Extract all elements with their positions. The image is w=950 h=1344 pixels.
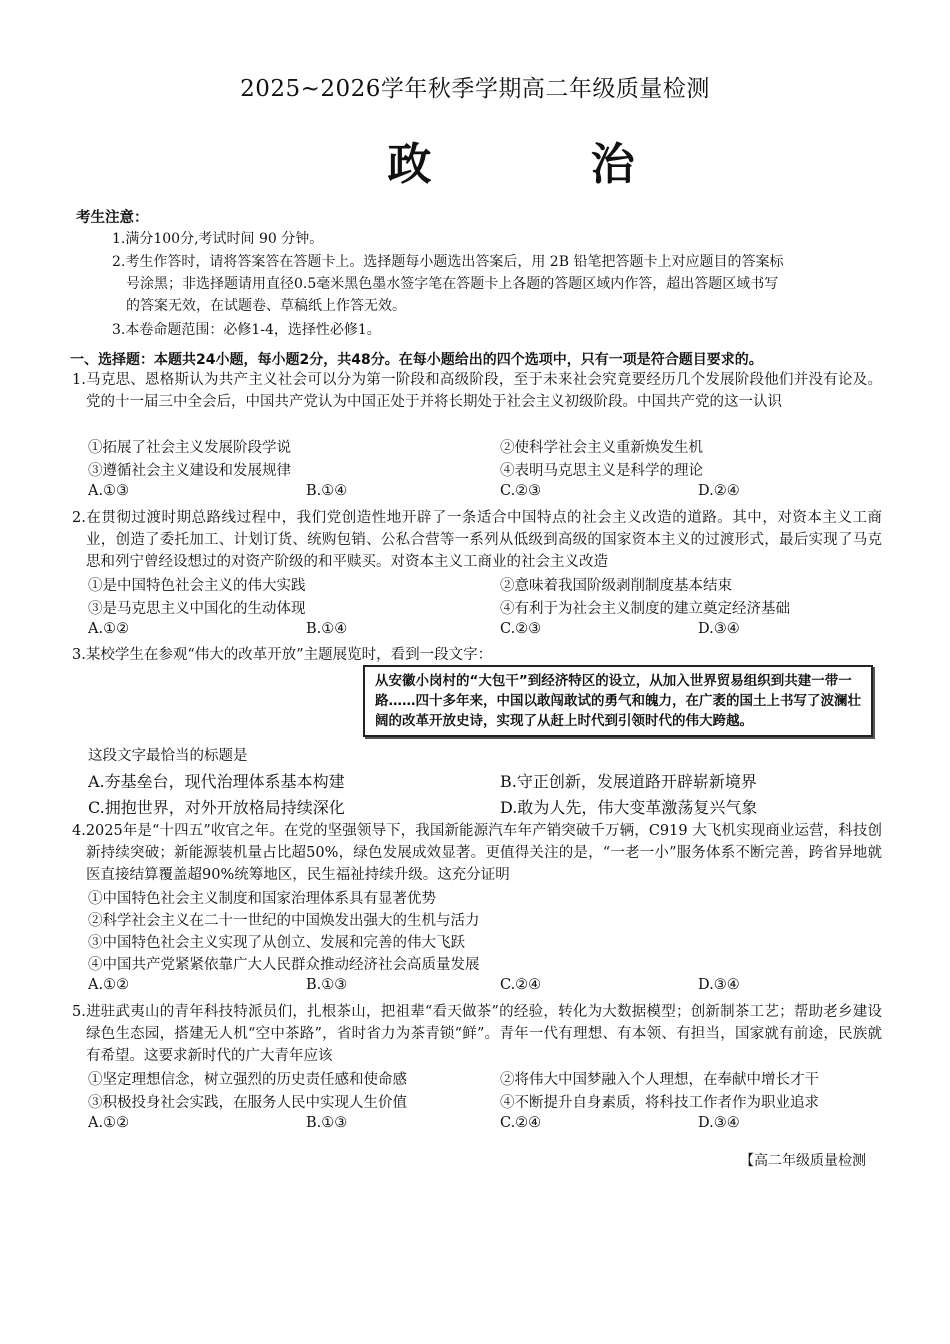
- option: ②意味着我国阶级剥削制度基本结束: [500, 578, 732, 594]
- exam-title: 2025~2026学年秋季学期高二年级质量检测: [240, 76, 710, 102]
- answer-choice: D.②④: [698, 483, 740, 499]
- question-3-options-row-2: [88, 795, 878, 821]
- answer-choice: C.②③: [500, 483, 542, 499]
- answer-choice: D.③④: [698, 977, 740, 993]
- option: ①拓展了社会主义发展阶段学说: [88, 440, 291, 456]
- question-5-answers: [88, 1115, 878, 1137]
- question-2-answers: [88, 621, 878, 643]
- question-3-stem: [72, 644, 882, 666]
- option: ③积极投身社会实践，在服务人民中实现人生价值: [88, 1095, 407, 1111]
- answer-choice: B.①③: [306, 977, 348, 993]
- notice-item-3: 3.本卷命题范围：必修1-4，选择性必修1。: [112, 322, 381, 338]
- question-stem: 2.在贯彻过渡时期总路线过程中，我们党创造性地开辟了一条适合中国特点的社会主义改造的道路。其中，对资本主义工商业，创造了委托加工、计划订货、统购包销、公私合营等一系列从低级到高级的国家资本主义的过渡形式，最后实现了马克思和列宁曾经设想过的对资产阶级的和平赎买。对资本主义工商业的社会主义改造: [72, 510, 882, 570]
- answer-choice: A.①②: [88, 977, 130, 993]
- question-5-options-row-2: [88, 1091, 878, 1113]
- question-stem: 3.某校学生在参观“伟大的改革开放”主题展览时，看到一段文字：: [72, 647, 493, 663]
- option: D.敢为人先，伟大变革激荡复兴气象: [500, 798, 758, 817]
- subject-title: 政 治: [387, 139, 707, 190]
- page-footer: 【高二年级质量检测: [740, 1153, 866, 1169]
- notice-item-1: 1.满分100分,考试时间 90 分钟。: [112, 231, 324, 247]
- answer-choice: D.③④: [698, 1115, 740, 1131]
- question-1-answers: [88, 483, 878, 505]
- option: ①是中国特色社会主义的伟大实践: [88, 578, 306, 594]
- question-stem: 5.进驻武夷山的青年科技特派员们，扎根茶山，把祖辈“看天做茶”的经验，转化为大数据模型；创新制茶工艺；帮助老乡建设绿色生态园，搭建无人机“空中茶路”，省时省力为茶青锁“鲜”。青年一代有理想、有本领、有担当，国家就有前途，民族就有希望。这要求新时代的广大青年应该: [72, 1004, 882, 1064]
- question-stem: 1.马克思、恩格斯认为共产主义社会可以分为第一阶段和高级阶段，至于未来社会究竟要经历几个发展阶段他们并没有论及。党的十一届三中全会后，中国共产党认为中国正处于并将长期处于社会主义初级阶段。中国共产党的这一认识: [72, 372, 882, 410]
- question-4-answers: [88, 977, 878, 999]
- answer-choice: B.①③: [306, 1115, 348, 1131]
- option: ④中国共产党紧紧依靠广大人民群众推动经济社会高质量发展: [88, 957, 480, 973]
- option: ③遵循社会主义建设和发展规律: [88, 463, 291, 479]
- answer-choice: C.②③: [500, 621, 542, 637]
- option: ④不断提升自身素质，将科技工作者作为职业追求: [500, 1095, 819, 1111]
- question-3-prompt: 这段文字最恰当的标题是: [88, 748, 248, 764]
- quote-box: 从安徽小岗村的“大包干”到经济特区的设立，从加入世界贸易组织到共建一带一路……四十多年来，中国以敢闯敢试的勇气和魄力，在广袤的国土上书写了波澜壮阔的改革开放史诗，实现了从赶上时代到引领时代的伟大跨越。: [363, 665, 873, 737]
- answer-choice: A.①②: [88, 1115, 130, 1131]
- question-3-options-row-1: [88, 769, 878, 795]
- question-2-options-row-1: [88, 574, 878, 596]
- option: ②将伟大中国梦融入个人理想，在奉献中增长才干: [500, 1072, 819, 1088]
- answer-choice: B.①④: [306, 483, 348, 499]
- option: ③中国特色社会主义实现了从创立、发展和完善的伟大飞跃: [88, 935, 465, 951]
- option: A.夯基垒台，现代治理体系基本构建: [88, 772, 345, 791]
- question-4-option-4: [88, 953, 878, 975]
- answer-choice: B.①④: [306, 621, 348, 637]
- question-1-options-row-2: [88, 459, 878, 481]
- question-2-options-row-2: [88, 597, 878, 619]
- answer-choice: C.②④: [500, 977, 542, 993]
- option: ④有利于为社会主义制度的建立奠定经济基础: [500, 601, 790, 617]
- option: ①中国特色社会主义制度和国家治理体系具有显著优势: [88, 891, 436, 907]
- option: C.拥抱世界，对外开放格局持续深化: [88, 798, 345, 817]
- question-1-stem: [72, 369, 882, 413]
- question-4-option-3: [88, 931, 878, 953]
- answer-choice: D.③④: [698, 621, 740, 637]
- question-4-option-1: [88, 887, 878, 909]
- question-5-stem: [72, 1001, 882, 1067]
- question-4-option-2: [88, 909, 878, 931]
- question-stem: 4.2025年是“十四五”收官之年。在党的坚强领导下，我国新能源汽车年产销突破千万辆，C919 大飞机实现商业运营，科技创新持续突破；新能源装机量占比超50%，绿色发展成效显著。更值得关注的是，“一老一小”服务体系不断完善，跨省异地就医直接结算覆盖超90%统筹地区，民生福祉持续升级。这充分证明: [72, 823, 882, 883]
- question-1-options-row-1: [88, 436, 878, 458]
- notice-item-2-cont2: 的答案无效，在试题卷、草稿纸上作答无效。: [126, 298, 406, 314]
- option: ②科学社会主义在二十一世纪的中国焕发出强大的生机与活力: [88, 913, 480, 929]
- answer-choice: A.①②: [88, 621, 130, 637]
- answer-choice: A.①③: [88, 483, 130, 499]
- option: ④表明马克思主义是科学的理论: [500, 463, 703, 479]
- notice-heading: 考生注意：: [76, 210, 149, 226]
- section-heading: 一、选择题：本题共24小题，每小题2分，共48分。在每小题给出的四个选项中，只有一项是符合题目要求的。: [70, 352, 763, 368]
- question-4-stem: [72, 820, 882, 886]
- question-2-stem: [72, 507, 882, 573]
- option: ③是马克思主义中国化的生动体现: [88, 601, 306, 617]
- answer-choice: C.②④: [500, 1115, 542, 1131]
- option: B.守正创新，发展道路开辟崭新境界: [500, 772, 757, 791]
- notice-item-2-cont: 号涂黑；非选择题请用直径0.5毫米黑色墨水签字笔在答题卡上各题的答题区域内作答，超出答题区域书写: [126, 276, 779, 292]
- option: ②使科学社会主义重新焕发生机: [500, 440, 703, 456]
- question-5-options-row-1: [88, 1068, 878, 1090]
- notice-item-2: 2.考生作答时，请将答案答在答题卡上。选择题每小题选出答案后，用 2B 铅笔把答题卡上对应题目的答案标: [112, 254, 784, 270]
- option: ①坚定理想信念，树立强烈的历史责任感和使命感: [88, 1072, 407, 1088]
